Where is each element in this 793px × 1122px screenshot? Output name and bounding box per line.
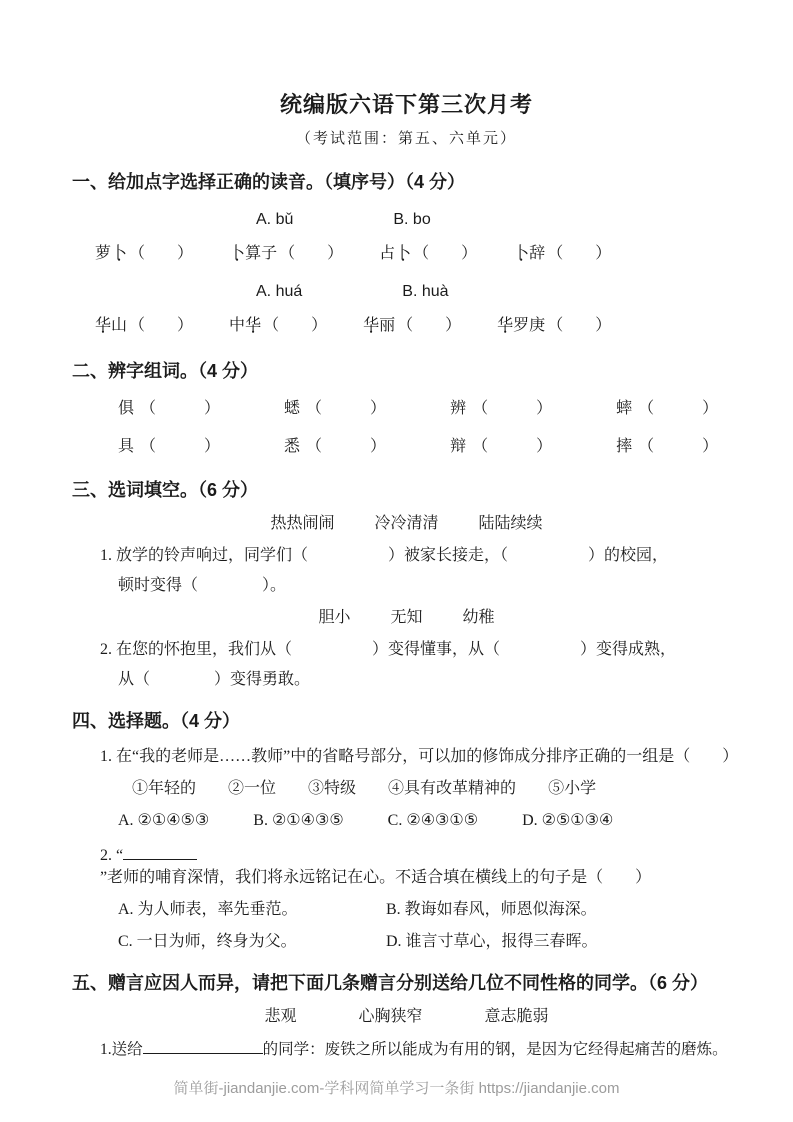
pinyin-option: A. huá <box>256 283 303 300</box>
answer-bracket: （ ） <box>638 400 719 417</box>
character: 俱 <box>118 400 135 417</box>
word-bank-item: 陆陆续续 <box>478 515 543 532</box>
answer-bracket: （ ） <box>472 400 553 417</box>
answer-bracket: （ ） <box>129 245 194 262</box>
char-group-row <box>118 396 741 422</box>
word-item <box>229 241 343 267</box>
character: 萝 <box>95 245 112 262</box>
dotted-word <box>95 245 127 262</box>
item-prefix: 1.送给 <box>100 1041 143 1058</box>
char-group-item <box>616 434 718 460</box>
char-group-item <box>284 396 386 422</box>
footer-watermark: 简单街-jiandanjie.com-学科网简单学习一条街 https://jiandanjie.com <box>173 1080 620 1097</box>
question-1-modifiers <box>132 778 741 800</box>
section-3-body <box>72 513 741 691</box>
answer-bracket: （ ） <box>413 245 478 262</box>
char-group-item <box>284 434 386 460</box>
character: 卜 • <box>513 241 529 267</box>
dotted-word <box>229 317 261 334</box>
sentence-line: 2. 在您的怀抱里，我们从（ ）变得懂事，从（ ）变得成熟， <box>100 641 677 658</box>
dotted-word <box>363 317 395 334</box>
character: 辩 <box>450 438 467 455</box>
word-bank-item: 热热闹闹 <box>270 515 335 532</box>
modifier-option: ②一位 <box>228 780 277 797</box>
word-bank-item: 悲观 <box>264 1008 297 1025</box>
word-item <box>95 241 193 267</box>
choice-option: C. 一日为师，终身为父。 <box>118 933 297 950</box>
pinyin-option: B. huà <box>402 283 449 300</box>
section-2-body <box>72 396 741 460</box>
modifier-option: ③特级 <box>308 780 357 797</box>
question-1-stem: 1. 在“我的老师是……教师”中的省略号部分，可以加的修饰成分排序正确的一组是（ ） <box>100 748 739 765</box>
word-bank-item: 冷冷清清 <box>374 515 439 532</box>
section-5-heading: 五、赠言应因人而异，请把下面几条赠言分别送给几位不同性格的同学。（6 分） <box>72 973 709 993</box>
question-2-choices <box>118 899 741 953</box>
dotted-word <box>513 245 545 262</box>
character: 庚 <box>529 317 546 334</box>
character: 中 <box>229 317 246 334</box>
char-group-item <box>450 396 552 422</box>
pinyin-options-row <box>256 281 741 303</box>
character: 子 <box>261 245 278 262</box>
stem-prefix: 2. “ <box>100 847 124 864</box>
answer-bracket: （ ） <box>306 438 387 455</box>
answer-bracket: （ ） <box>472 438 553 455</box>
modifier-option: ⑤小学 <box>548 780 597 797</box>
modifier-option: ①年轻的 <box>132 780 197 797</box>
pinyin-options-row <box>256 209 741 231</box>
character: 卜 • <box>111 241 127 267</box>
character: 占 <box>379 245 396 262</box>
word-bank <box>72 513 741 535</box>
word-item <box>229 313 327 339</box>
character: 蟋 <box>284 400 301 417</box>
character: 卜 • <box>229 241 245 267</box>
word-item <box>513 241 611 267</box>
answer-bracket: （ ） <box>547 317 612 334</box>
dotted-word <box>229 245 277 262</box>
item-suffix: 的同学：废铁之所以能成为有用的钢，是因为它经得起痛苦的磨炼。 <box>262 1041 728 1058</box>
character: 华 • <box>95 313 111 339</box>
answer-bracket: （ ） <box>140 438 221 455</box>
word-item <box>95 313 193 339</box>
word-row <box>95 313 741 339</box>
word-bank-item: 无知 <box>390 609 423 626</box>
word-bank <box>72 607 741 629</box>
section-5-item-1 <box>100 1038 741 1062</box>
word-row <box>95 241 741 267</box>
char-group-row <box>118 434 741 460</box>
section-4-heading: 四、选择题。（4 分） <box>72 711 241 731</box>
answer-bracket: （ ） <box>140 400 221 417</box>
character: 丽 <box>379 317 396 334</box>
answer-bracket: （ ） <box>638 438 719 455</box>
question-2-stem <box>100 844 741 889</box>
answer-bracket: （ ） <box>263 317 328 334</box>
character: 辞 <box>529 245 546 262</box>
word-bank-item: 幼稚 <box>462 609 495 626</box>
stem-suffix: ”老师的哺育深情，我们将永远铭记在心。不适合填在横线上的句子是（ ） <box>100 869 652 886</box>
pinyin-option: B. bo <box>393 211 431 228</box>
char-group-item <box>118 396 220 422</box>
choice-option: B. 教诲如春风，师恩似海深。 <box>386 901 597 918</box>
word-item <box>379 241 477 267</box>
section-2-heading: 二、辨字组词。（4 分） <box>72 361 259 381</box>
exam-scope-subtitle: （考试范围：第五、六单元） <box>295 131 517 147</box>
exam-content <box>0 88 793 1062</box>
character: 算 <box>245 245 262 262</box>
pinyin-option: A. bǔ <box>256 211 294 228</box>
sentence-line: 顿时变得（ ）。 <box>118 577 287 594</box>
answer-bracket: （ ） <box>306 400 387 417</box>
dotted-word <box>95 317 127 334</box>
choice-option: A. 为人师表，率先垂范。 <box>118 901 298 918</box>
word-bank-item: 胆小 <box>318 609 351 626</box>
char-group-item <box>616 396 718 422</box>
question-1-choices <box>118 810 741 832</box>
answer-bracket: （ ） <box>547 245 612 262</box>
character: 辨 <box>450 400 467 417</box>
sentence-line: 从（ ）变得勇敢。 <box>118 671 311 688</box>
answer-bracket: （ ） <box>129 317 194 334</box>
word-item <box>497 313 611 339</box>
blank-underline <box>123 844 197 860</box>
section-1-body <box>72 209 741 339</box>
choice-option: D. ②⑤①③④ <box>522 812 614 829</box>
blank-underline <box>143 1038 263 1054</box>
dotted-word <box>497 317 545 334</box>
character: 摔 <box>616 438 633 455</box>
character: 华 • <box>245 313 261 339</box>
character: 蟀 <box>616 400 633 417</box>
page-title: 统编版六语下第三次月考 <box>279 92 533 117</box>
section-5-word-bank <box>72 1006 741 1028</box>
word-bank-item: 意志脆弱 <box>484 1008 549 1025</box>
dotted-word <box>379 245 411 262</box>
character: 悉 <box>284 438 301 455</box>
choice-option: B. ②①④③⑤ <box>253 812 344 829</box>
sentence-line: 1. 放学的铃声响过，同学们（ ）被家长接走，（ ）的校园， <box>100 547 669 564</box>
choice-option: D. 谁言寸草心，报得三春晖。 <box>386 933 598 950</box>
char-group-item <box>450 434 552 460</box>
character: 卜 • <box>395 241 411 267</box>
choice-option: C. ②④③①⑤ <box>387 812 479 829</box>
answer-bracket: （ ） <box>397 317 462 334</box>
character: 华 • <box>497 313 513 339</box>
section-3-heading: 三、选词填空。（6 分） <box>72 480 259 500</box>
choice-option: A. ②①④⑤③ <box>118 812 210 829</box>
character: 华 • <box>363 313 379 339</box>
character: 山 <box>111 317 128 334</box>
modifier-option: ④具有改革精神的 <box>388 780 517 797</box>
char-group-item <box>118 434 220 460</box>
word-item <box>363 313 461 339</box>
section-1-heading: 一、给加点字选择正确的读音。（填序号）（4 分） <box>72 172 466 192</box>
answer-bracket: （ ） <box>279 245 344 262</box>
character: 具 <box>118 438 135 455</box>
character: 罗 <box>513 317 530 334</box>
word-bank-item: 心胸狭窄 <box>358 1008 423 1025</box>
